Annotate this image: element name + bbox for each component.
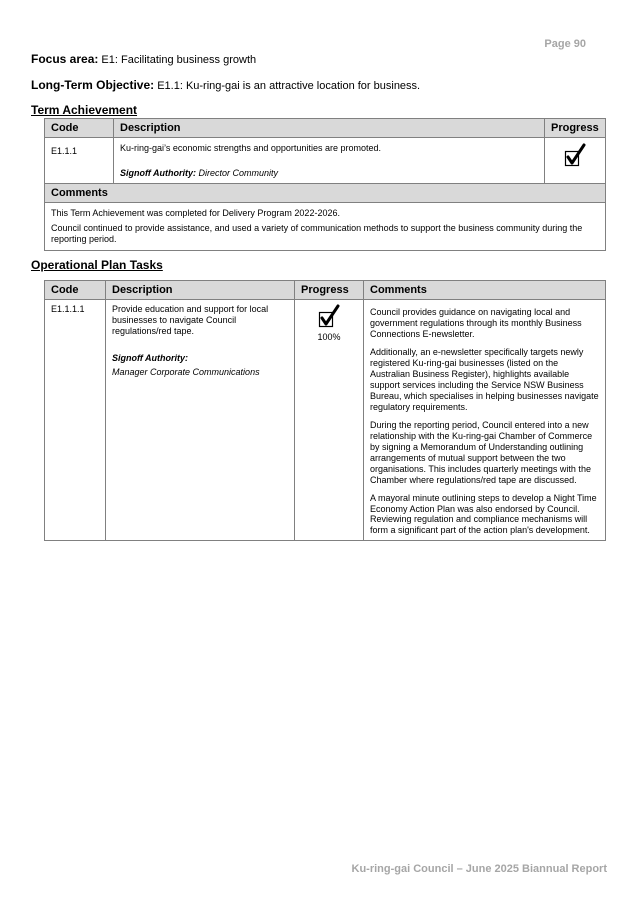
- checkmark-icon: [318, 304, 340, 330]
- signoff: [120, 168, 538, 178]
- comments-header-row: [45, 183, 606, 202]
- comment-paragraph: This Term Achievement was completed for Delivery Program 2022-2026.: [51, 207, 340, 218]
- operational-plan-heading: Operational Plan Tasks: [31, 258, 163, 272]
- header-comments: Comments: [364, 281, 606, 300]
- comment-paragraph: A mayoral minute outlining steps to develop a Night Time Economy Action Plan was also endorsed by Council. Reviewing regulation and compliance mechanisms will form a significant part of the action plan's development.: [370, 492, 597, 536]
- long-term-objective: [31, 78, 420, 92]
- comments-cell: [45, 202, 606, 250]
- focus-area-code: E1:: [101, 54, 118, 66]
- report-footer: Ku-ring-gai Council – June 2025 Biannual Report: [351, 863, 607, 875]
- row-code: E1.1.1.1: [45, 300, 106, 541]
- focus-area-text: Facilitating business growth: [121, 54, 257, 66]
- row-description: [106, 300, 295, 541]
- comment-paragraph: During the reporting period, Council entered into a new relationship with the Ku-ring-gai Chamber of Commerce by signing a Memorandum of Understanding outlining arrangements of mutual support between the two organisations. This includes quarterly meetings with the Chamber where regulations/red tape are discussed.: [370, 419, 593, 485]
- table-header-row: [45, 119, 606, 138]
- table-row: [45, 300, 606, 541]
- comment-paragraph: Additionally, an e-newsletter specifically targets newly registered Ku-ring-gai businesses (listed on the Australian Business Register), highlights available support services including the Service NSW Business Bureau, which specialises in helping businesses navigate regulatory requirements.: [370, 346, 599, 412]
- objective-label: Long-Term Objective:: [31, 78, 155, 92]
- table-row: [45, 138, 606, 184]
- row-description: [114, 138, 545, 184]
- description-text: Provide education and support for local businesses to navigate Council regulations/red tape.: [112, 304, 269, 336]
- comment-paragraph: Council provides guidance on navigating local and government regulations through its monthly Business Connections E-newsletter.: [370, 307, 582, 339]
- row-progress: [545, 138, 606, 184]
- objective-code: E1.1:: [157, 80, 183, 92]
- row-code: E1.1.1: [45, 138, 114, 184]
- objective-text: Ku-ring-gai is an attractive location for business.: [185, 80, 421, 92]
- header-description: Description: [106, 281, 295, 300]
- comment-paragraph: Council continued to provide assistance, and used a variety of communication methods to support the business community during the reporting period.: [51, 222, 583, 244]
- header-progress: Progress: [545, 119, 606, 138]
- header-code: Code: [45, 281, 106, 300]
- row-progress: [295, 300, 364, 541]
- checkmark-icon: [564, 143, 586, 169]
- table-header-row: [45, 281, 606, 300]
- focus-area: [31, 52, 256, 66]
- operational-plan-table: [44, 280, 606, 541]
- comments-row: [45, 202, 606, 250]
- header-description: Description: [114, 119, 545, 138]
- term-achievement-heading: Term Achievement: [31, 103, 138, 117]
- signoff-label: Signoff Authority:: [120, 167, 196, 178]
- page-number: Page 90: [544, 38, 586, 50]
- progress-percent: 100%: [317, 332, 341, 342]
- signoff-value: Director Community: [198, 167, 279, 178]
- comments-header: Comments: [45, 183, 606, 202]
- focus-area-label: Focus area:: [31, 52, 99, 66]
- header-progress: Progress: [295, 281, 364, 300]
- header-code: Code: [45, 119, 114, 138]
- description-text: Ku-ring-gai’s economic strengths and opportunities are promoted.: [120, 143, 381, 153]
- signoff-label: Signoff Authority:: [112, 352, 188, 363]
- term-achievement-table: [44, 118, 606, 251]
- row-comments: [364, 300, 606, 541]
- signoff-value: Manager Corporate Communications: [112, 366, 260, 377]
